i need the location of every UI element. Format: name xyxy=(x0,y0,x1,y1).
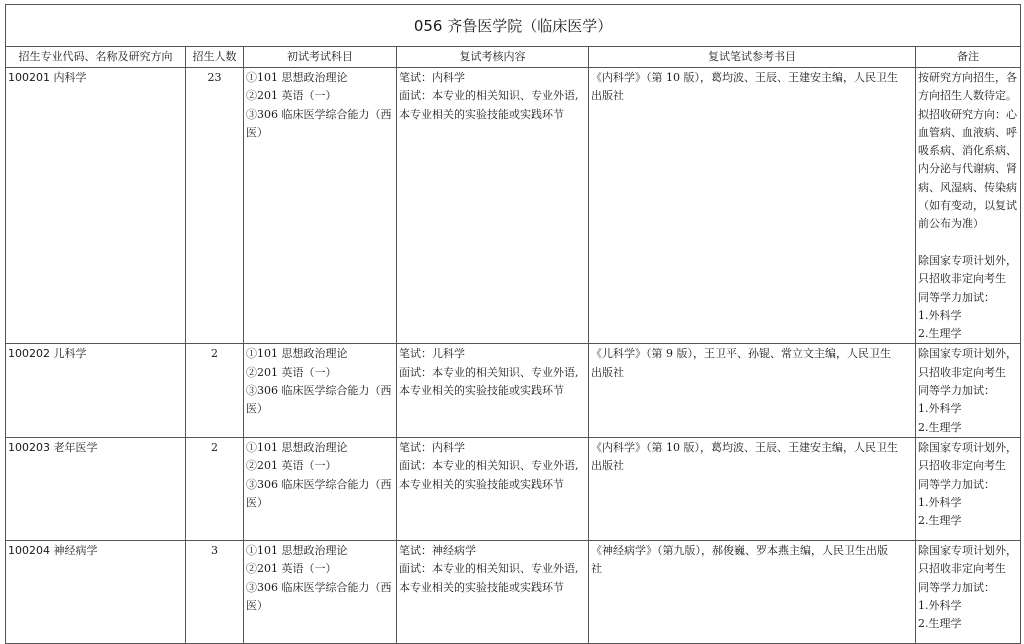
note-line: 同等学力加试： xyxy=(918,290,995,304)
header-notes: 备注 xyxy=(916,47,1021,68)
note-line: 除国家专项计划外， xyxy=(918,253,1017,267)
exam-subject-line: ③306 临床医学综合能力（西 xyxy=(246,580,392,594)
table-row xyxy=(6,344,1021,437)
retest-item-line: 面试：本专业的相关知识、专业外语, xyxy=(399,562,579,576)
note-line: 1.外科学 xyxy=(918,402,962,416)
note-line: 2.生理学 xyxy=(918,617,962,631)
header-retest-content: 复试考核内容 xyxy=(397,47,589,68)
note-line: 同等学力加试： xyxy=(918,477,995,491)
retest-item-line: 笔试：内科学 xyxy=(399,440,465,454)
note-line: 只招收非定向考生 xyxy=(918,562,1006,576)
note-line: 同等学力加试： xyxy=(918,580,995,594)
note-line: 除国家专项计划外， xyxy=(918,543,1017,557)
note-line: 2.生理学 xyxy=(918,327,962,341)
reference-book-line: 出版社 xyxy=(591,459,624,473)
reference-book-line: 社 xyxy=(591,562,602,576)
reference-book-line: 《内科学》（第 10 版），葛均波、王辰、王建安主编，人民卫生 xyxy=(591,440,898,454)
note-line: 2.生理学 xyxy=(918,514,962,528)
exam-subject-line: ①101 思想政治理论 xyxy=(246,543,348,557)
retest-books-cell xyxy=(589,68,916,344)
retest-item-line: 本专业相关的实验技能或实践环节 xyxy=(399,580,564,594)
retest-item-line: 面试：本专业的相关知识、专业外语, xyxy=(399,365,579,379)
table-title: 056 齐鲁医学院（临床医学） xyxy=(6,5,1021,47)
retest-books-cell xyxy=(589,437,916,540)
note-line: 除国家专项计划外， xyxy=(918,347,1017,361)
note-line: 按研究方向招生，各 xyxy=(918,71,1017,84)
note-line: 只招收非定向考生 xyxy=(918,365,1006,379)
retest-item-line: 笔试：内科学 xyxy=(399,71,465,84)
exam-subject-line: 医） xyxy=(246,495,268,509)
initial-exam-cell xyxy=(244,344,397,437)
note-line: 1.外科学 xyxy=(918,308,962,322)
count-cell: 2 xyxy=(186,437,244,540)
exam-subject-line: ②201 英语（一） xyxy=(246,89,337,103)
retest-books-cell xyxy=(589,344,916,437)
retest-item-line: 本专业相关的实验技能或实践环节 xyxy=(399,477,564,491)
exam-subject-line: ①101 思想政治理论 xyxy=(246,347,348,361)
note-line: 2.生理学 xyxy=(918,420,962,434)
retest-item-line: 笔试：儿科学 xyxy=(399,347,465,361)
major-cell: 100203 老年医学 xyxy=(6,437,186,540)
note-line: 血管病、血液病、呼 xyxy=(918,125,1017,139)
reference-book-line: 《神经病学》（第九版），郝俊巍、罗本燕主编，人民卫生出版 xyxy=(591,543,888,557)
note-line: 只招收非定向考生 xyxy=(918,272,1006,286)
reference-book-line: 出版社 xyxy=(591,89,624,103)
retest-content-cell xyxy=(397,540,589,643)
exam-subject-line: 医） xyxy=(246,598,268,612)
retest-content-cell xyxy=(397,68,589,344)
count-cell: 2 xyxy=(186,344,244,437)
major-cell: 100201 内科学 xyxy=(6,68,186,344)
document-page xyxy=(5,4,1020,644)
initial-exam-cell xyxy=(244,437,397,540)
notes-cell xyxy=(916,68,1021,344)
note-line: 同等学力加试： xyxy=(918,384,995,398)
note-line: 前公布为准） xyxy=(918,217,984,231)
reference-book-line: 《内科学》（第 10 版），葛均波、王辰、王建安主编，人民卫生 xyxy=(591,71,898,84)
exam-subject-line: ①101 思想政治理论 xyxy=(246,440,348,454)
note-line: 吸系病、消化系病、 xyxy=(918,144,1017,158)
major-cell: 100202 儿科学 xyxy=(6,344,186,437)
reference-book-line: 出版社 xyxy=(591,365,624,379)
header-row xyxy=(6,47,1021,68)
retest-content-cell xyxy=(397,344,589,437)
title-row xyxy=(6,5,1021,47)
note-line: 1.外科学 xyxy=(918,598,962,612)
major-cell: 100204 神经病学 xyxy=(6,540,186,643)
note-line: 除国家专项计划外， xyxy=(918,440,1017,454)
count-cell: 23 xyxy=(186,68,244,344)
admissions-table xyxy=(5,4,1021,644)
exam-subject-line: ②201 英语（一） xyxy=(246,562,337,576)
exam-subject-line: 医） xyxy=(246,125,268,139)
exam-subject-line: ③306 临床医学综合能力（西 xyxy=(246,107,392,121)
retest-content-cell xyxy=(397,437,589,540)
header-count: 招生人数 xyxy=(186,47,244,68)
note-line: 方向招生人数待定。 xyxy=(918,89,1017,103)
retest-item-line: 笔试：神经病学 xyxy=(399,543,476,557)
note-line: 拟招收研究方向：心 xyxy=(918,107,1017,121)
retest-item-line: 本专业相关的实验技能或实践环节 xyxy=(399,384,564,398)
notes-cell xyxy=(916,437,1021,540)
initial-exam-cell xyxy=(244,68,397,344)
table-row xyxy=(6,68,1021,344)
exam-subject-line: ③306 临床医学综合能力（西 xyxy=(246,477,392,491)
count-cell: 3 xyxy=(186,540,244,643)
note-line: 只招收非定向考生 xyxy=(918,459,1006,473)
exam-subject-line: ②201 英语（一） xyxy=(246,365,337,379)
notes-cell xyxy=(916,540,1021,643)
header-retest-books: 复试笔试参考书目 xyxy=(589,47,916,68)
note-spacer xyxy=(918,234,1018,252)
header-initial-exam: 初试考试科目 xyxy=(244,47,397,68)
exam-subject-line: ③306 临床医学综合能力（西 xyxy=(246,384,392,398)
retest-item-line: 本专业相关的实验技能或实践环节 xyxy=(399,107,564,121)
exam-subject-line: ②201 英语（一） xyxy=(246,459,337,473)
note-line: 内分泌与代谢病、肾 xyxy=(918,162,1017,176)
table-row xyxy=(6,437,1021,540)
note-line: 1.外科学 xyxy=(918,495,962,509)
table-row xyxy=(6,540,1021,643)
note-line: 病、风湿病、传染病 xyxy=(918,180,1017,194)
initial-exam-cell xyxy=(244,540,397,643)
retest-item-line: 面试：本专业的相关知识、专业外语, xyxy=(399,89,579,103)
reference-book-line: 《儿科学》（第 9 版），王卫平、孙锟、常立文主编，人民卫生 xyxy=(591,347,891,361)
retest-books-cell xyxy=(589,540,916,643)
header-major: 招生专业代码、名称及研究方向 xyxy=(6,47,186,68)
retest-item-line: 面试：本专业的相关知识、专业外语, xyxy=(399,459,579,473)
note-line: （如有变动，以复试 xyxy=(918,199,1017,213)
exam-subject-line: ①101 思想政治理论 xyxy=(246,71,348,84)
exam-subject-line: 医） xyxy=(246,402,268,416)
notes-cell xyxy=(916,344,1021,437)
